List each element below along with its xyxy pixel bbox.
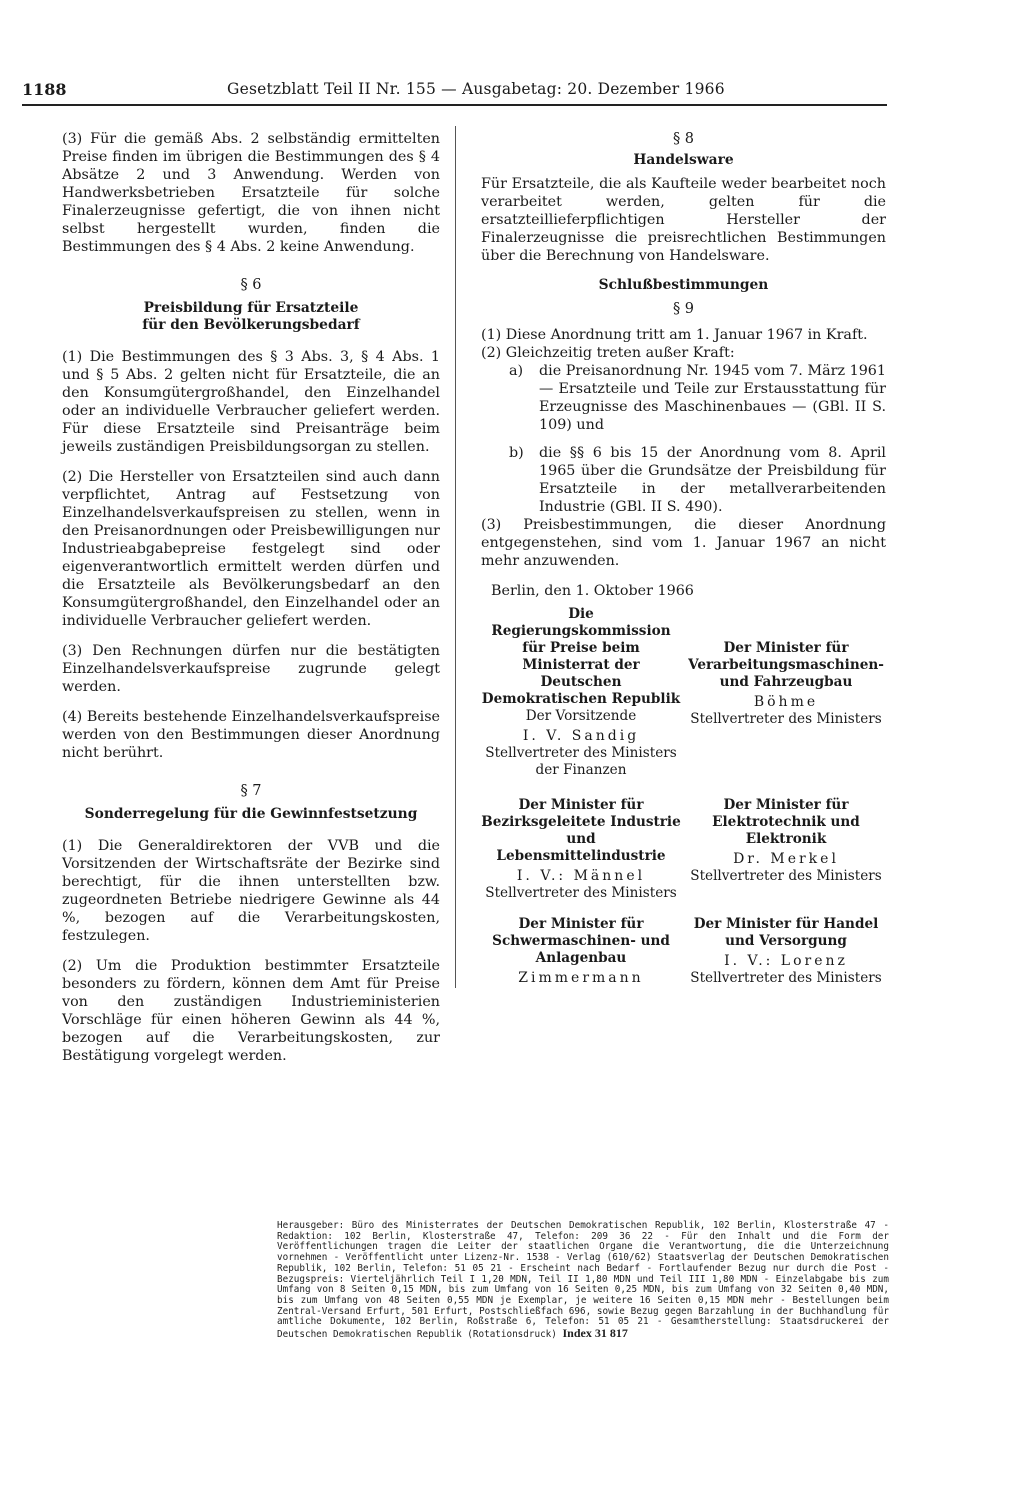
signature-block: [686, 916, 886, 987]
paragraph: (3) Preisbestimmungen, die dieser Anordnung entgegenstehen, sind vom 1. Januar 1967 an nicht mehr anzuwenden.: [481, 517, 886, 569]
list-item: [481, 444, 886, 516]
signatory-organisation: Der Minister für Handel und Versorgung: [693, 916, 879, 949]
place-date: Berlin, den 1. Oktober 1966: [491, 583, 694, 599]
header-rule: [22, 104, 887, 106]
index-number: Index 31 817: [562, 1326, 628, 1341]
header-title: Gesetzblatt Teil II Nr. 155 — Ausgabetag: 20. Dezember 1966: [227, 80, 725, 98]
paragraph: (3) Für die gemäß Abs. 2 selbständig ermittelten Preise finden im übrigen die Bestimmungen des § 4 Absätze 2 und 3 Anwendung. Werden von Handwerksbetrieben Ersatzteile für solche Finalerzeugnisse gefertigt, die von ihnen nicht selbst hergestellt wurden, finden die Bestimmungen des § 4 Abs. 2 keine Anwendung.: [62, 131, 440, 255]
paragraph: (1) Die Generaldirektoren der VVB und die Vorsitzenden der Wirtschaftsräte der Bezirke sind berechtigt, für die ihnen unterstellten bzw. zugeordneten Betriebe niedrigere Gewinne als 44 %, bezogen auf die Verarbeitungskosten, festzulegen.: [62, 838, 440, 944]
signatory-organisation: Der Minister für Elektrotechnik und Elektronik: [712, 797, 860, 847]
paragraph: (2) Gleichzeitig treten außer Kraft:: [481, 345, 735, 361]
signature-row: [481, 797, 886, 902]
section-title: für den Bevölkerungsbedarf: [142, 317, 360, 333]
column-divider: [455, 126, 456, 988]
signatory-organisation: Der Minister für Schwermaschinen- und Anlagenbau: [492, 916, 670, 966]
paragraph: Für Ersatzteile, die als Kaufteile weder bearbeitet noch verarbeitet werden, gelten für die ersatzteillieferpflichtigen Hersteller der Finalerzeugnisse die preisrechtlichen Bestimmungen über die Berechnung von Handelsware.: [481, 176, 886, 264]
signatory-subtitle: Stellvertreter des Ministers der Finanzen: [485, 745, 677, 778]
signatory-subtitle: Stellvertreter des Ministers: [690, 868, 882, 884]
paragraph: (3) Den Rechnungen dürfen nur die bestätigten Einzelhandelsverkaufspreise zugrunde gelegt werden.: [62, 643, 440, 695]
paragraph: (1) Diese Anordnung tritt am 1. Januar 1967 in Kraft.: [481, 327, 868, 343]
signature-row: [481, 916, 886, 987]
signatory-organisation: Die Regierungskommission für Preise beim Ministerrat der Deutschen Demokratischen Republik: [481, 606, 681, 707]
section-number: § 7: [240, 783, 262, 799]
paragraph: (2) Die Hersteller von Ersatzteilen sind auch dann verpflichtet, Antrag auf Festsetzung von Einzelhandelsverkaufspreisen zu stellen, wenn in den Preisanordnungen oder Preisbewilligungen nur Industrieabgabepreise festgelegt sind oder eigenverantwortlich ermittelt werden dürfen und die Ersatzteile als Bevölkerungsbedarf an den Konsumgütergroßhandel, den Einzelhandel oder an individuelle Verbraucher geliefert werden.: [62, 469, 440, 629]
signatory-name: I. V. Sandig: [522, 728, 640, 744]
signature-block: [481, 916, 681, 987]
signatory-name: Dr. Merkel: [733, 851, 839, 867]
left-column: [62, 130, 440, 1065]
list-label: a): [509, 363, 524, 379]
list-item: [481, 362, 886, 434]
signatory-name: I. V.: Männel: [516, 868, 646, 884]
paragraph: (1) Die Bestimmungen des § 3 Abs. 3, § 4 Abs. 1 und § 5 Abs. 2 gelten nicht für Ersatzteile, die an den Konsumgütergroßhandel, den Einzelhandel oder an individuelle Verbraucher geliefert werden. Für diese Ersatzteile sind Preisanträge beim jeweils zuständigen Preisbildungsorgan zu stellen.: [62, 349, 440, 455]
signature-block: [686, 797, 886, 902]
signature-row: [481, 606, 886, 779]
signatory-name: Böhme: [753, 694, 819, 710]
list-text: die Preisanordnung Nr. 1945 vom 7. März 1961 — Ersatzteile und Teile zur Erstausstattung für Erzeugnisse des Maschinenbaues — (GBl. II S. 109) und: [539, 363, 886, 433]
signature-block: [481, 606, 681, 779]
section-title: Sonderregelung für die Gewinnfestsetzung: [84, 806, 418, 822]
section-title: Handelsware: [633, 152, 734, 168]
signatory-subtitle: Stellvertreter des Ministers: [690, 711, 882, 727]
imprint-footer: [277, 1221, 889, 1341]
right-column: [481, 130, 886, 987]
signatory-subtitle: Stellvertreter des Ministers: [690, 970, 882, 986]
signatory-name: Zimmermann: [518, 970, 644, 986]
paragraph: (4) Bereits bestehende Einzelhandelsverkaufspreise werden von den Bestimmungen dieser Anordnung nicht berührt.: [62, 709, 440, 761]
list-text: die §§ 6 bis 15 der Anordnung vom 8. April 1965 über die Grundsätze der Preisbildung für Ersatzteile in der metallverarbeitenden Industrie (GBl. II S. 490).: [539, 445, 886, 515]
list-label: b): [509, 445, 524, 461]
paragraph: (2) Um die Produktion bestimmter Ersatzteile besonders zu fördern, können dem Amt für Preise von den zuständigen Industrieministerien Vorschläge für einen höheren Gewinn als 44 %, bezogen auf die Verarbeitungskosten, zur Bestätigung vorgelegt werden.: [62, 958, 440, 1064]
signatory-name: I. V.: Lorenz: [724, 953, 848, 969]
section-title: Preisbildung für Ersatzteile: [143, 300, 359, 316]
page-number: 1188: [22, 80, 67, 99]
section-number: § 9: [672, 301, 695, 317]
signatory-subtitle: Stellvertreter des Ministers: [485, 885, 677, 901]
final-provisions-heading: Schlußbestimmungen: [598, 277, 769, 293]
signatory-organisation: Der Minister für Verarbeitungsmaschinen- und Fahrzeugbau: [688, 640, 884, 690]
imprint-text: Herausgeber: Büro des Ministerrates der Deutschen Demokratischen Republik, 102 Berlin, Klosterstraße 47 - Redaktion: 102 Berlin, Klosterstraße 47, Telefon: 209 36 22 - Für den Inhalt und die Form der Veröffentlichungen tragen die Leiter der staatlichen Organe die Verantwortung, die die Unterzeichnung vornehmen - Veröffentlicht unter Lizenz-Nr. 1538 - Verlag (610/62) Staatsverlag der Deutschen Demokratischen Republik, 102 Berlin, Telefon: 51 05 21 - Erscheint nach Bedarf - Fortlaufender Bezug nur durch die Post - Bezugspreis: Vierteljährlich Teil I 1,20 MDN, Teil II 1,80 MDN und Teil III 1,80 MDN - Einzelabgabe bis zum Umfang von 8 Seiten 0,15 MDN, bis zum Umfang von 16 Seiten 0,25 MDN, bis zum Umfang von 32 Seiten 0,40 MDN, bis zum Umfang von 48 Seiten 0,55 MDN je Exemplar, je weitere 16 Seiten 0,15 MDN mehr - Bestellungen beim Zentral-Versand Erfurt, 501 Erfurt, Postschließfach 696, sowie Bezug gegen Barzahlung in der Buchhandlung für amtliche Dokumente, 102 Berlin, Roßstraße 6, Telefon: 51 05 21 - Gesamtherstellung: Staatsdruckerei der Deutschen Demokratischen Republik (Rotationsdruck): [277, 1220, 889, 1341]
section-number: § 6: [240, 277, 262, 293]
signatory-organisation: Der Minister für Bezirksgeleitete Industrie und Lebensmittelindustrie: [481, 797, 681, 864]
signatory-role: Der Vorsitzende: [525, 708, 637, 724]
page-header: [22, 78, 887, 104]
signature-block: [686, 606, 886, 779]
section-number: § 8: [672, 131, 695, 147]
signature-block: [481, 797, 681, 902]
